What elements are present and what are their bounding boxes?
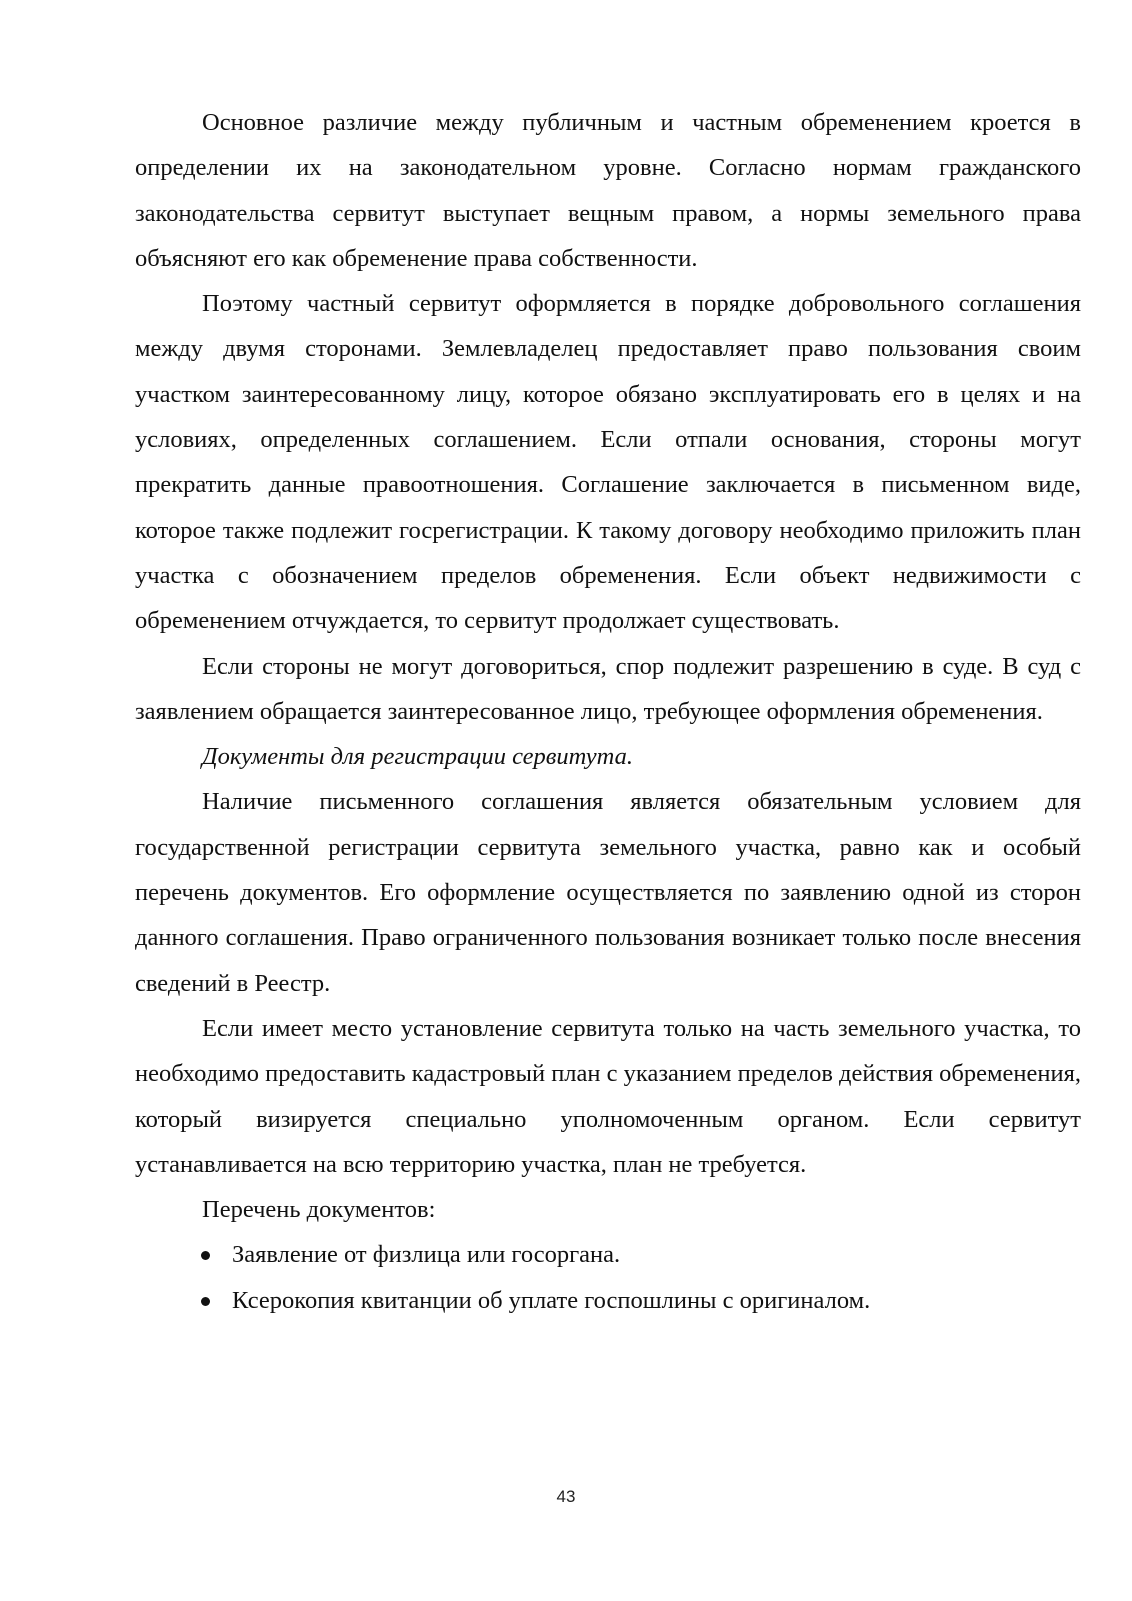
bullet-icon [201, 1251, 210, 1260]
page-number: 43 [556, 1487, 576, 1506]
document-page [135, 100, 1081, 1323]
paragraph-cadastral-plan: Если имеет место установление сервитута только на часть земельного участка, то необходимо предоставить кадастровый план с указанием пределов действия обременения, который визируется специально уполномоченным органом. Если сервитут устанавливается на всю территорию участка, план не требуется. [135, 1014, 1081, 1178]
list-item-text: Ксерокопия квитанции об уплате госпошлины с оригиналом. [232, 1286, 871, 1314]
paragraph-court-dispute: Если стороны не могут договориться, спор подлежит разрешению в суде. В суд с заявлением обращается заинтересованное лицо, требующее оформления обременения. [135, 652, 1081, 725]
paragraph-written-agreement: Наличие письменного соглашения является обязательным условием для государственной регистрации сервитута земельного участка, равно как и особый перечень документов. Его оформление осуществляется по заявлению одной из сторон данного соглашения. Право ограниченного пользования возникает только после внесения сведений в Реестр. [135, 788, 1081, 997]
documents-list-label: Перечень документов: [202, 1196, 436, 1224]
paragraph-private-servitude: Поэтому частный сервитут оформляется в порядке добровольного соглашения между двумя сторонами. Землевладелец предоставляет право пользования своим участком заинтересованному лицу, которое обязано эксплуатировать его в целях и на условиях, определенных соглашением. Если отпали основания, стороны могут прекратить данные правоотношения. Соглашение заключается в письменном виде, которое также подлежит госрегистрации. К такому договору необходимо приложить план участка с обозначением пределов обременения. Если объект недвижимости с обременением отчуждается, то сервитут продолжает существовать. [135, 290, 1081, 635]
bullet-icon [201, 1297, 210, 1306]
paragraph-public-vs-private: Основное различие между публичным и частным обременением кроется в определении их на законодательном уровне. Согласно нормам гражданского законодательства сервитут выступает вещным правом, а нормы земельного права объясняют его как обременение права собственности. [135, 109, 1081, 272]
list-item-text: Заявление от физлица или госоргана. [232, 1241, 621, 1269]
section-heading: Документы для регистрации сервитута. [202, 743, 633, 771]
documents-list [135, 1232, 1081, 1323]
list-item [135, 1278, 1081, 1323]
list-item [135, 1232, 1081, 1277]
